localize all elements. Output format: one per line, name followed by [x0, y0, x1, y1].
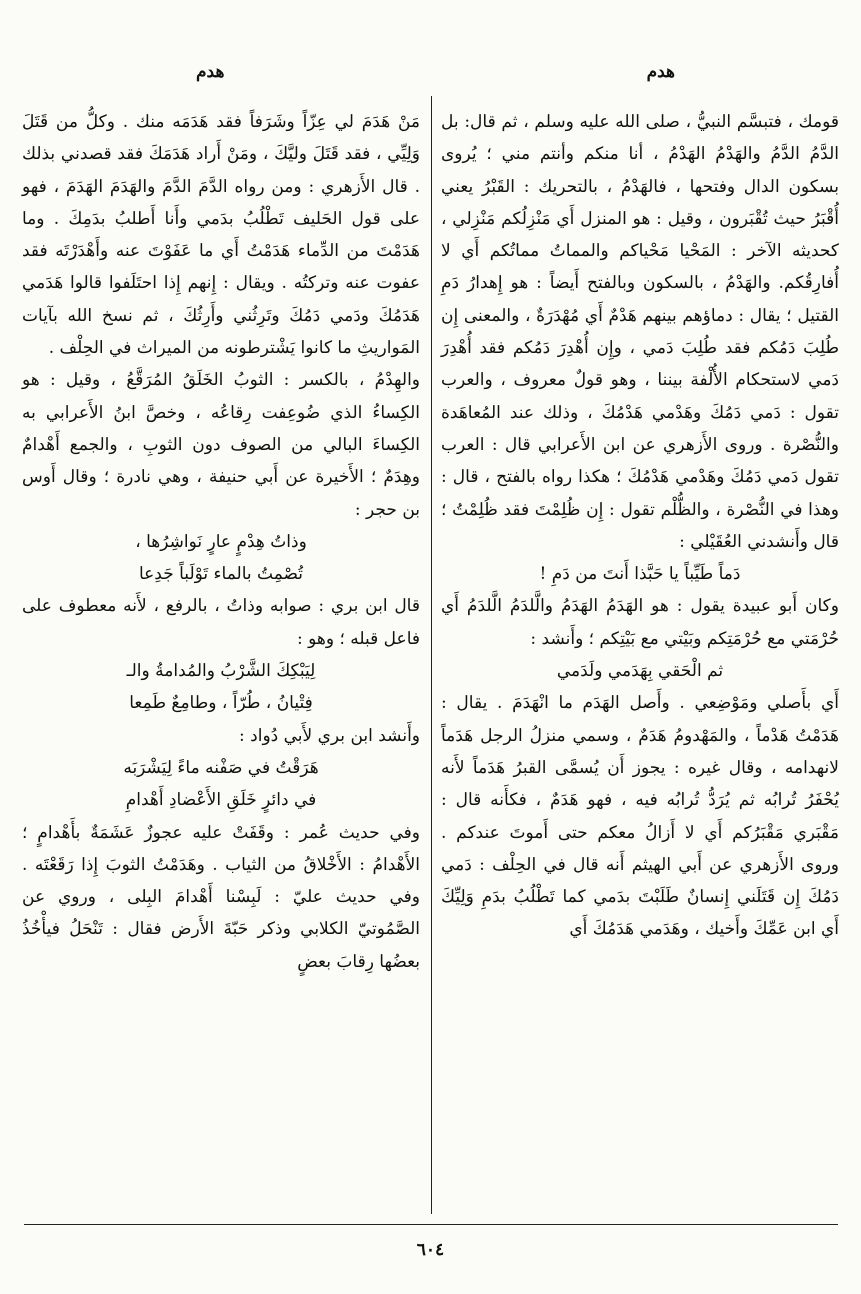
left-paragraph-5: وفي حديث عُمر : وقَفَتْ عليه عجوزٌ عَشَمَةٌ بأَهْدامٍ ؛ الأَهْدامُ : الأَخْلاقُ من الثياب . وهَدَمْتُ الثوبَ إِذا رَقَعْتَه . وفي حديث عليّ : لَبِسْنا أَهْدامَ البِلى ، وروي عن الصَّمُوتيّ الكلابي وذكر حَبّةَ الأَرض فقال : تَنْحَلُ فيأْخُذُ بعضُها رِقابَ بعضٍ [22, 822, 420, 972]
left-paragraph-4: وأَنشد ابن بري لأَبي دُواد : [239, 725, 420, 746]
header-left-title: هدم [196, 62, 225, 82]
left-verse-1b: تُصْمِتُ بالماء تَوْلَباً جَدِعا [138, 564, 304, 585]
footer-rule [24, 1224, 838, 1225]
column-divider [431, 96, 432, 1214]
left-verse-2a: لِيَبْكِكَ الشَّرْبُ والمُدامةُ والـ [126, 661, 316, 682]
header-right-title: هدم [646, 62, 675, 82]
right-column [441, 106, 839, 946]
right-paragraph-1: قومك ، فتبسَّم النبيُّ ، صلى الله عليه وسلم ، ثم قال: بل الدَّمُ الدَّمُ والهَدْمُ الهَدْمُ ، أنا منكم وأنتم مني ؛ يُروى بسكون الدال وفتحها ، فالهَدْمُ ، بالتحريك : القَبْرُ يعني أُقْبَرُ حيث تُقْبَرون ، وقيل : هو المنزل أَي مَنْزِلُكم مَنْزِلي ، كحديثه الآخر : المَحْيا مَحْياكم والمماتُ مماتُكم أَي لا أُفارِقُكم. والهَدْمُ ، بالسكون وبالفتح أَيضاً : هو إِهدارُ دَمِ القتيل ؛ يقال : دماؤهم بينهم هَدْمٌ أَي مُهْدَرَةٌ ، والمعنى إِن طُلِبَ دَمُكم فقد طُلِبَ دَمي ، وإِن أُهْدِرَ دَمُكم فقد أُهْدِرَ دَمي لاستحكام الأُلْفة بيننا ، وهو قولٌ معروف ، والعرب تقول : دَمي دَمُكَ وهَدْمي هَدْمُكَ ، وذلك عند المُعاهَدة والنُّصْرة . وروى الأَزهري عن ابن الأَعرابي قال : العرب تقول دَمي دَمُكَ وهَدْمي هَدْمُكَ ؛ هكذا رواه بالفتح ، قال : وهذا في النُّصْرة ، والظُّلْم تقول : إِن ظُلِمْتَ فقد ظُلِمْتُ ؛ قال وأَنشدني العُقَيْلي : [441, 112, 839, 552]
left-column [22, 106, 420, 978]
page-number: ٦٠٤ [416, 1240, 445, 1260]
right-paragraph-3: أَي بأَصلي ومَوْضِعي . وأَصل الهَدَم ما انْهَدَمَ . يقال : هَدَمْتُ هَدْماً ، والمَهْدومُ هَدَمٌ ، وسمي منزلُ الرجل هَدَماً لانهدامه ، وقال غيره : يجوز أَن يُسمَّى القبرُ هَدَماً لأَنه يُحْفَرُ تُرابُه ثم يُرَدُّ تُرابُه فيه ، فهو هَدَمٌ ، فكأَنه قال : مَقْبَري مَقْبَرُكم أَي لا أَزالُ معكم حتى أَموتَ عندكم . وروى الأَزهري عن أَبي الهيثم أَنه قال في الحِلْف : دَمي دَمُكَ إِن قَتَلَني إِنسانٌ طَلَبْتَ بدَمي كما تَطْلُبُ بدَمِ وَلِيِّكَ أَي ابن عَمِّكَ وأَخيك ، وهَدَمي هَدَمُكَ أَي [441, 693, 839, 940]
right-paragraph-2: وكان أَبو عبيدة يقول : هو الهَدَمُ الهَدَمُ والَّلدَمُ الَّلدَمُ أَي حُرْمَتي مع حُرْمَتِكم وبَيْتي مع بَيْتِكم ؛ وأَنشد : [441, 596, 839, 649]
left-verse-3a: هَرَقْتُ في صَفْنه ماءً لِيَشْرَبَه [123, 757, 319, 778]
left-paragraph-1: مَنْ هَدَمَ لي عِزّاً وشَرَفاً فقد هَدَمَه منك . وكلُّ من قَتَلَ وَلِيِّي ، فقد قَتَلَ وليَّكَ ، ومَنْ أَراد هَدَمَكَ فقد قصدني بذلك . قال الأَزهري : ومن رواه الدَّمَ الدَّمَ والهَدَمَ الهَدَمَ ، فهو على قول الحَليف تَطْلُبُ بدَمي وأَنا أَطلبُ بدَمِكَ . وما هَدَمْتَ من الدِّماء هَدَمْتُ أَي ما عَفَوْتَ عنه وأَهْدَرْتَه فقد عفوت عنه وتركتُه . ويقال : إِنهم إِذا احتَلَفوا قالوا هَدَمي هَدَمُكَ ودَمي دَمُكَ وتَرِثُني وأَرِثُكَ ، ثم نسخ الله بآيات المَواريثِ ما كانوا يَشْترطونه من الميراث في الحِلْف . [22, 112, 420, 359]
left-paragraph-2: والهِدْمُ ، بالكسر : الثوبُ الخَلَقُ المُرَقَّعُ ، وقيل : هو الكِساءُ الذي ضُوعِفت رِقاعُه ، وخصَّ ابنُ الأَعرابي به الكِساءَ البالي من الصوف دون الثوبِ ، والجمع أَهْدامٌ وهِدَمٌ ؛ الأَخيرة عن أَبي حنيفة ، وهي نادرة ؛ وقال أَوس بن حجر : [22, 370, 420, 520]
right-verse-2: ثم الْحَقي بِهَدَمي ولَدَمي [556, 661, 724, 682]
left-paragraph-3: قال ابن بري : صوابه وذاتُ ، بالرفع ، لأَنه معطوف على فاعل قبله ؛ وهو : [22, 596, 420, 649]
right-verse-1: دَماً طَيِّباً يا حَبَّذا أَنتَ من دَمِ ! [539, 564, 741, 585]
left-verse-2b: فِتْيانُ ، طُرّاً ، وطامِعٌ طَمِعا [129, 693, 313, 714]
left-verse-3b: في دائرٍ خَلَقِ الأَعْضادِ أَهْدامِ [125, 790, 317, 811]
page-header [0, 62, 861, 86]
left-verse-1a: وذاتُ هِدْمٍ عارٍ نَواشِرُها ، [135, 531, 307, 552]
